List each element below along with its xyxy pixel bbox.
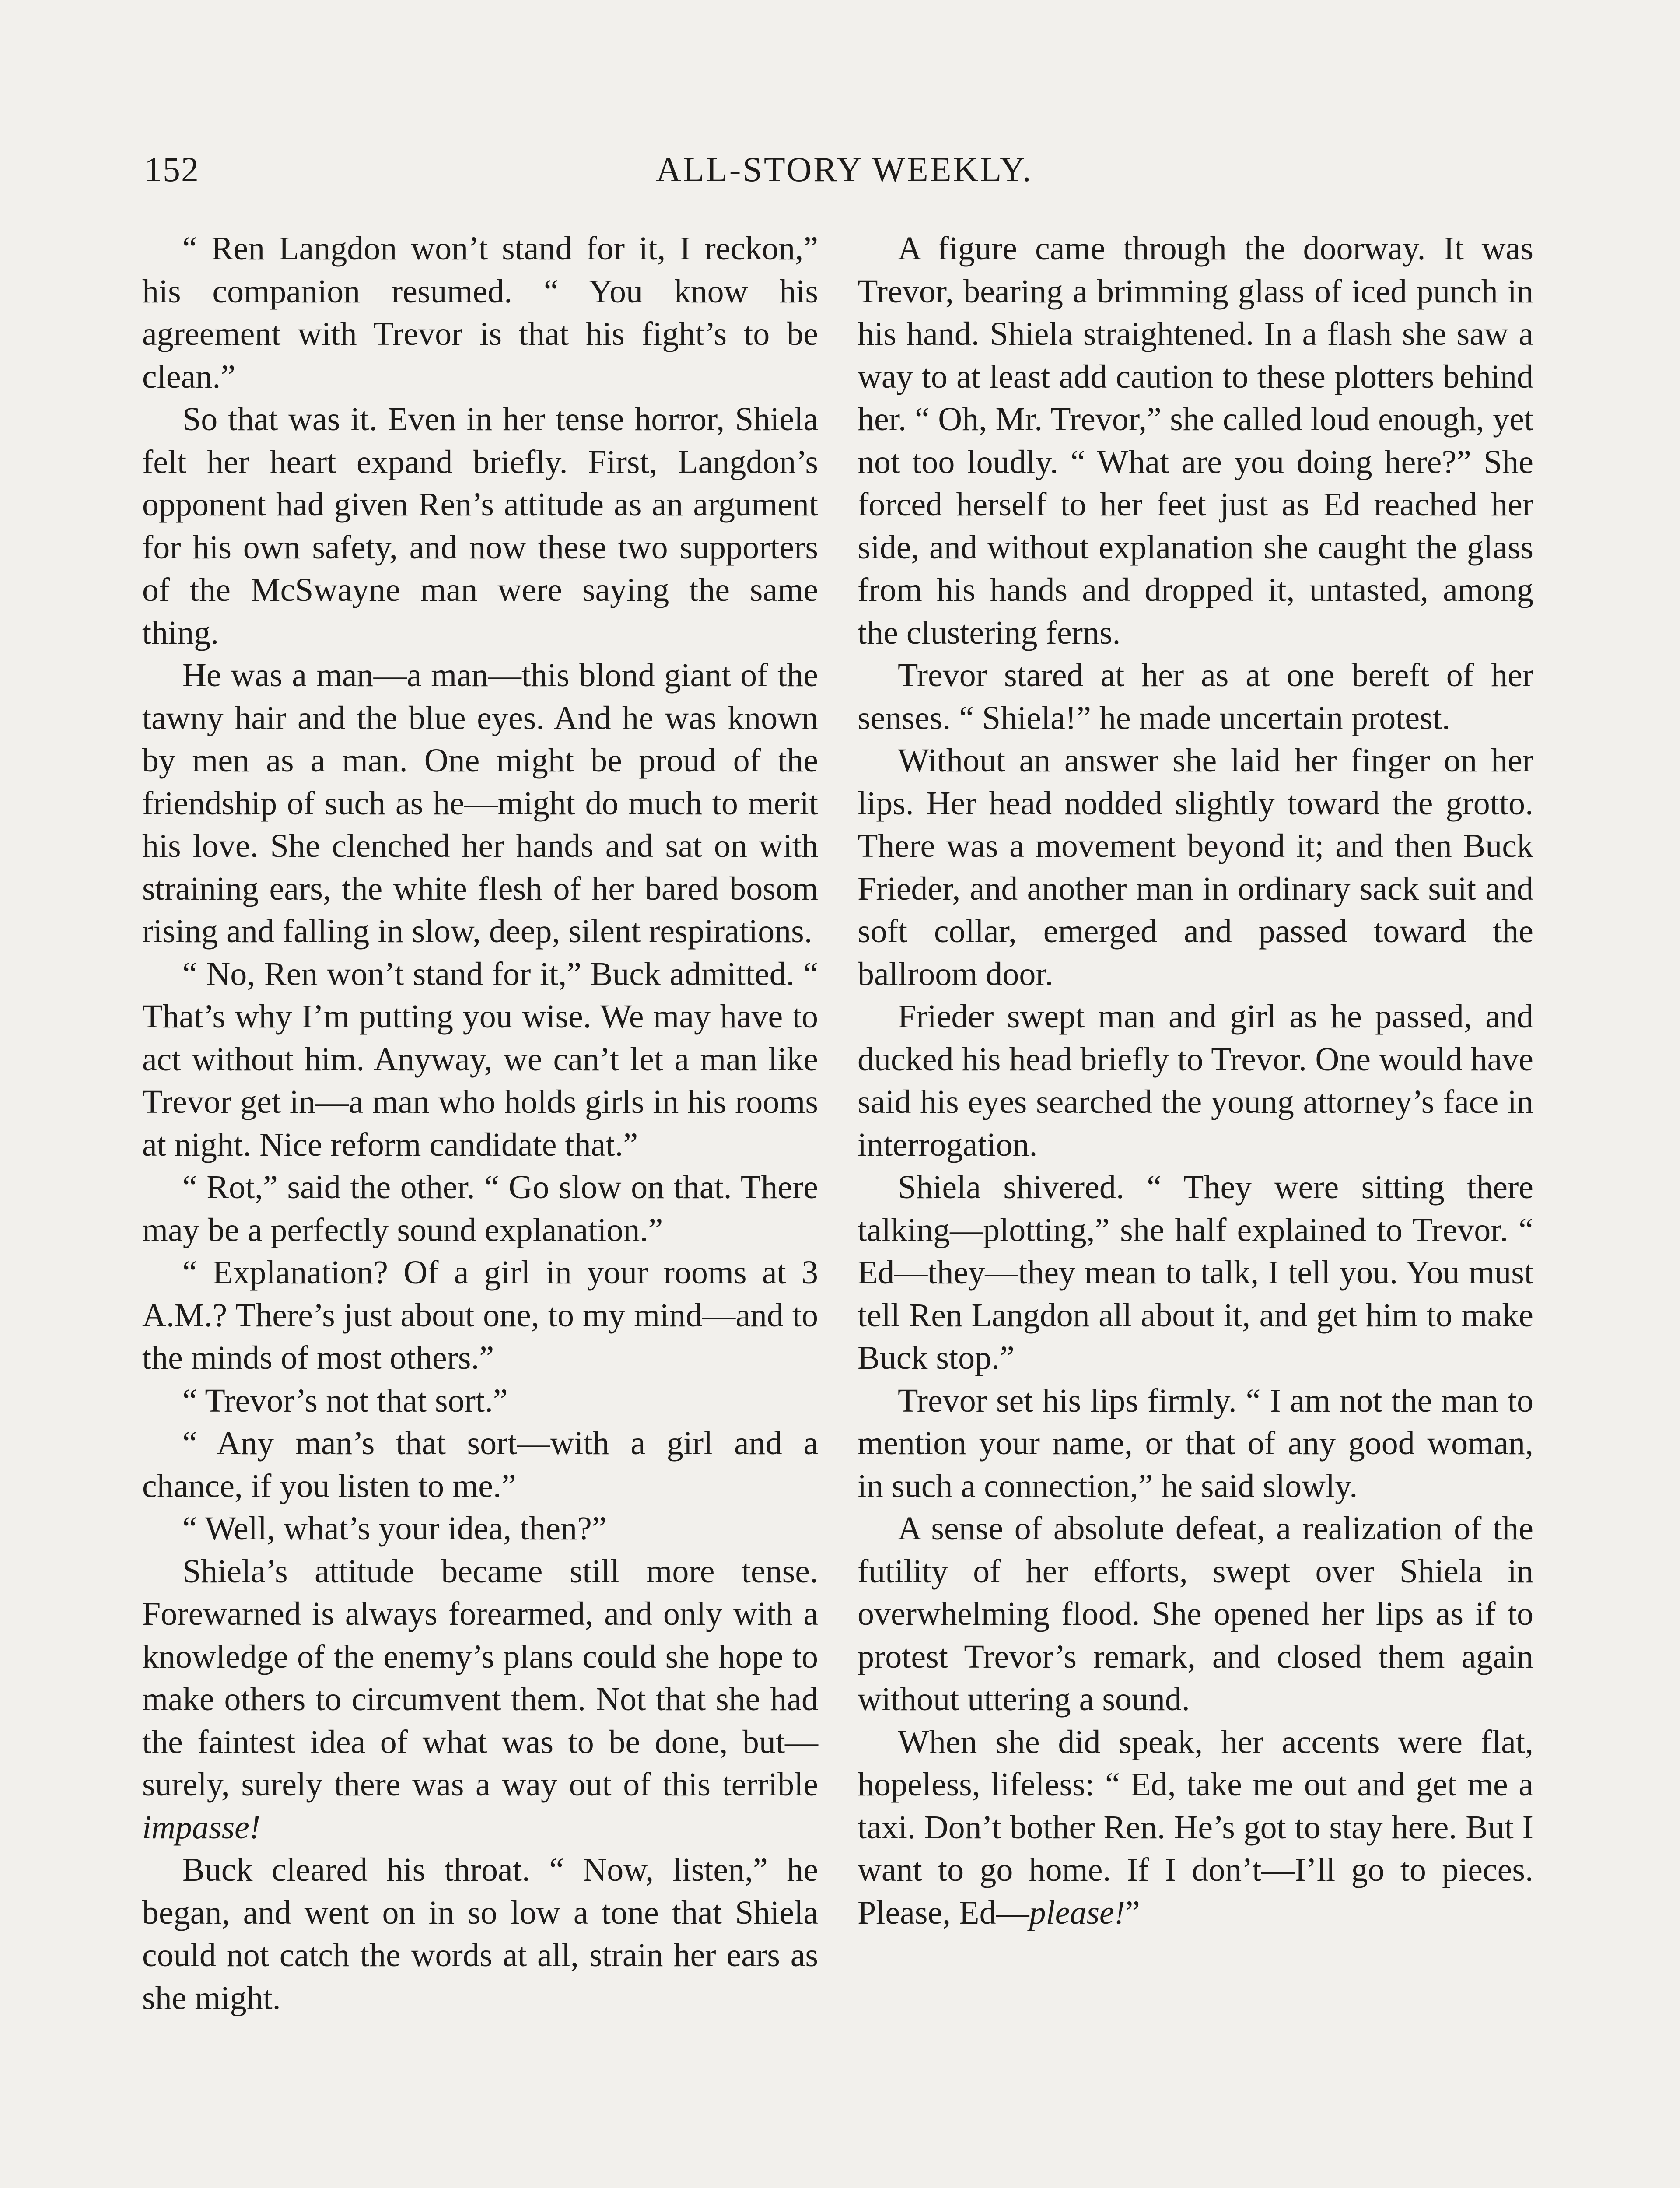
right-column xyxy=(858,228,1533,1934)
paragraph-tail: Ed— xyxy=(959,1894,1029,1931)
paragraph: “ No, Ren won’t stand for it,” Buck admitted. “ That’s why I’m putting you wise. We may have to act without him. Anyway, we can’t let a man like Trevor get in—a man who holds girls in his rooms at night. Nice reform candidate that.” xyxy=(142,955,818,1163)
paragraph xyxy=(858,1721,1533,1935)
page-header xyxy=(144,139,1544,200)
paragraph xyxy=(142,1550,818,1849)
paragraph: “ Well, what’s your idea, then?” xyxy=(182,1510,607,1547)
italic-word: impasse! xyxy=(142,1809,261,1846)
running-title: ALL-STORY WEEKLY. xyxy=(656,151,1033,189)
paragraph: Trevor stared at her as at one bereft of her senses. “ Shiela!” he made uncertain protest. xyxy=(858,657,1533,736)
paragraph: Shiela shivered. “ They were sitting there talking—plotting,” she half explained to Trevor. “ Ed—they—they mean to talk, I tell you. You must tell Ren Langdon all about it, and get him to make Buck stop.” xyxy=(858,1169,1533,1376)
paragraph: A figure came through the doorway. It was Trevor, bearing a brimming glass of iced punch in his hand. Shiela straightened. In a flash she saw a way to at least add caution to these plotters behind her. “ Oh, Mr. Trevor,” she called loud enough, yet not too loudly. “ What are you doing here?” She forced herself to her feet just as Ed reached her side, and without explanation she caught the glass from his hands and dropped it, untasted, among the clustering ferns. xyxy=(858,230,1533,651)
paragraph: He was a man—a man—this blond giant of the tawny hair and the blue eyes. And he was known by men as a man. One might be proud of the friendship of such as he—might do much to merit his love. She clenched her hands and sat on with straining ears, the white flesh of her bared bosom rising and falling in slow, deep, silent respirations. xyxy=(142,657,818,950)
paragraph: “ Ren Langdon won’t stand for it, I reckon,” his companion resumed. “ You know his agreement with Trevor is that his fight’s to be clean.” xyxy=(142,230,818,395)
paragraph: Frieder swept man and girl as he passed, and ducked his head briefly to Trevor. One would have said his eyes searched the young attorney’s face in interrogation. xyxy=(858,998,1533,1163)
italic-word: please! xyxy=(1029,1894,1126,1931)
paragraph: Buck cleared his throat. “ Now, listen,” he began, and went on in so low a tone that Shiela could not catch the words at all, strain her ears as she might. xyxy=(142,1851,818,2016)
paragraph: Trevor set his lips firmly. “ I am not the man to mention your name, or that of any good woman, in such a connection,” he said slowly. xyxy=(858,1382,1533,1504)
paragraph: “ Any man’s that sort—with a girl and a chance, if you listen to me.” xyxy=(142,1425,818,1504)
paragraph: “ Trevor’s not that sort.” xyxy=(182,1382,508,1419)
paragraph: Without an answer she laid her finger on her lips. Her head nodded slightly toward the grotto. There was a movement beyond it; and then Buck Frieder, and another man in ordinary sack suit and soft collar, emerged and passed toward the ballroom door. xyxy=(858,742,1533,992)
paragraph: “ Rot,” said the other. “ Go slow on that. There may be a perfectly sound explanation.” xyxy=(142,1169,818,1248)
closing-quote: ” xyxy=(1125,1894,1140,1931)
paragraph: So that was it. Even in her tense horror, Shiela felt her heart expand briefly. First, Langdon’s opponent had given Ren’s attitude as an argument for his own safety, and now these two supporters of the McSwayne man were saying the same thing. xyxy=(142,401,818,651)
paragraph: “ Explanation? Of a girl in your rooms at 3 A.M.? There’s just about one, to my mind—and to the minds of most others.” xyxy=(142,1254,818,1376)
paragraph: A sense of absolute defeat, a realization of the futility of her efforts, swept over Shiela in overwhelming flood. She opened her lips as if to protest Trevor’s remark, and closed them again without uttering a sound. xyxy=(858,1510,1533,1718)
paragraph-text: Shiela’s attitude became still more tense. Forewarned is always forearmed, and only with a knowledge of the enemy’s plans could she hope to make others to circumvent them. Not that she had the faintest idea of what was to be done, but—surely, surely there was a way out of this terrible xyxy=(142,1553,818,1803)
left-column xyxy=(142,228,818,2020)
page-number: 152 xyxy=(144,151,200,189)
paragraph-text: When she did speak, her accents were flat, hopeless, lifeless: “ Ed, take me out and get me a taxi. Don’t bother Ren. He’s got to stay here. But I want to go home. If I don’t—I’ll go to pieces. Please, xyxy=(858,1723,1533,1931)
